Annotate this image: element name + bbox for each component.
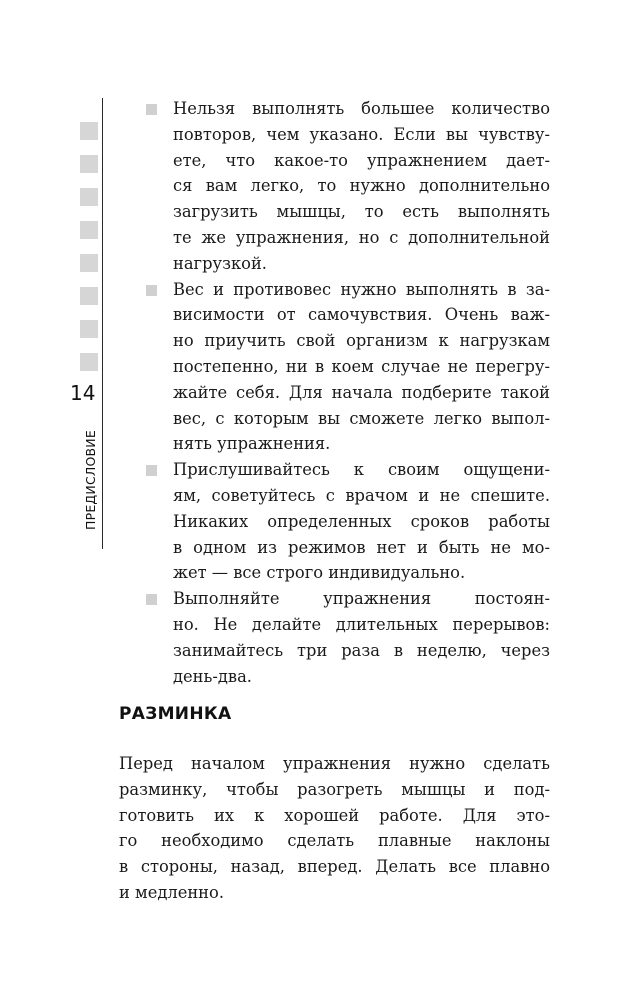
bullet-text-line: Нельзя выполнять большее количество [173, 99, 550, 118]
running-header-section-label: ПРЕДИСЛОВИЕ [83, 430, 98, 530]
margin-square [80, 353, 98, 371]
bullet-text-line: день-два. [173, 666, 252, 686]
margin-square [80, 254, 98, 272]
bullet-text-line: ся вам легко, то нужно дополнительно [173, 176, 550, 196]
bullet-text-line: постепенно, ни в коем случае не перегру- [173, 356, 550, 376]
bullet-text-line: ям, советуйтесь с врачом и не спешите. [173, 485, 550, 505]
bullet-text-line: жет — все строго индивидуально. [173, 563, 466, 583]
margin-square [80, 155, 98, 173]
bullet-item [146, 277, 550, 458]
bullet-text-line: в одном из режимов нет и быть не мо- [173, 537, 550, 557]
paragraph-text-line: готовить их к хорошей работе. Для это- [119, 805, 550, 825]
margin-decoration-squares [80, 122, 98, 386]
square-bullet-icon [146, 594, 157, 605]
bullet-text-line: нагрузкой. [173, 253, 267, 273]
square-bullet-icon [146, 104, 157, 115]
bullet-text-line: нять упражнения. [173, 434, 331, 454]
bullet-text-line: загрузить мышцы, то есть выполнять [173, 202, 550, 222]
bullet-text-line: но. Не делайте длительных перерывов: [173, 614, 550, 634]
bullet-text-line: Никаких определенных сроков работы [173, 511, 550, 531]
section-heading: РАЗМИНКА [119, 704, 232, 724]
bullet-text-line: занимайтесь три раза в неделю, через [173, 640, 550, 660]
bullet-text-line: повторов, чем указано. Если вы чувству- [173, 124, 550, 144]
bullet-text-line: висимости от самочувствия. Очень важ- [173, 305, 550, 325]
paragraph-text-line: и медленно. [119, 882, 225, 902]
paragraph-text-line: в стороны, назад, вперед. Делать все плавно [119, 857, 550, 877]
margin-square [80, 221, 98, 239]
bullet-text-line: жайте себя. Для начала подберите такой [173, 382, 550, 402]
margin-divider-line [102, 98, 103, 549]
paragraph-text-line: го необходимо сделать плавные наклоны [119, 831, 550, 851]
bullet-text-line: Прислушивайтесь к своим ощущени- [173, 460, 550, 480]
paragraph-text-line: Перед началом упражнения нужно сделать [119, 754, 550, 773]
bullet-text-line: вес, с которым вы сможете легко выпол- [173, 408, 550, 428]
margin-square [80, 122, 98, 140]
section-paragraph [119, 751, 550, 906]
margin-square [80, 188, 98, 206]
bullet-text-line: те же упражнения, но с дополнительной [173, 227, 550, 247]
paragraph-text-line: разминку, чтобы разогреть мышцы и под- [119, 779, 550, 799]
page-number: 14 [70, 381, 96, 405]
bullet-item [146, 96, 550, 277]
margin-square [80, 320, 98, 338]
bullet-item [146, 586, 550, 689]
bullet-text-line: но приучить свой организм к нагрузкам [173, 331, 550, 351]
bullet-list [146, 96, 550, 689]
bullet-text-line: Вес и противовес нужно выполнять в за- [173, 279, 550, 299]
square-bullet-icon [146, 285, 157, 296]
bullet-text-line: Выполняйте упражнения постоян- [173, 589, 550, 609]
bullet-text-line: ете, что какое-то упражнением дает- [173, 150, 550, 170]
bullet-item [146, 457, 550, 586]
margin-square [80, 287, 98, 305]
square-bullet-icon [146, 465, 157, 476]
